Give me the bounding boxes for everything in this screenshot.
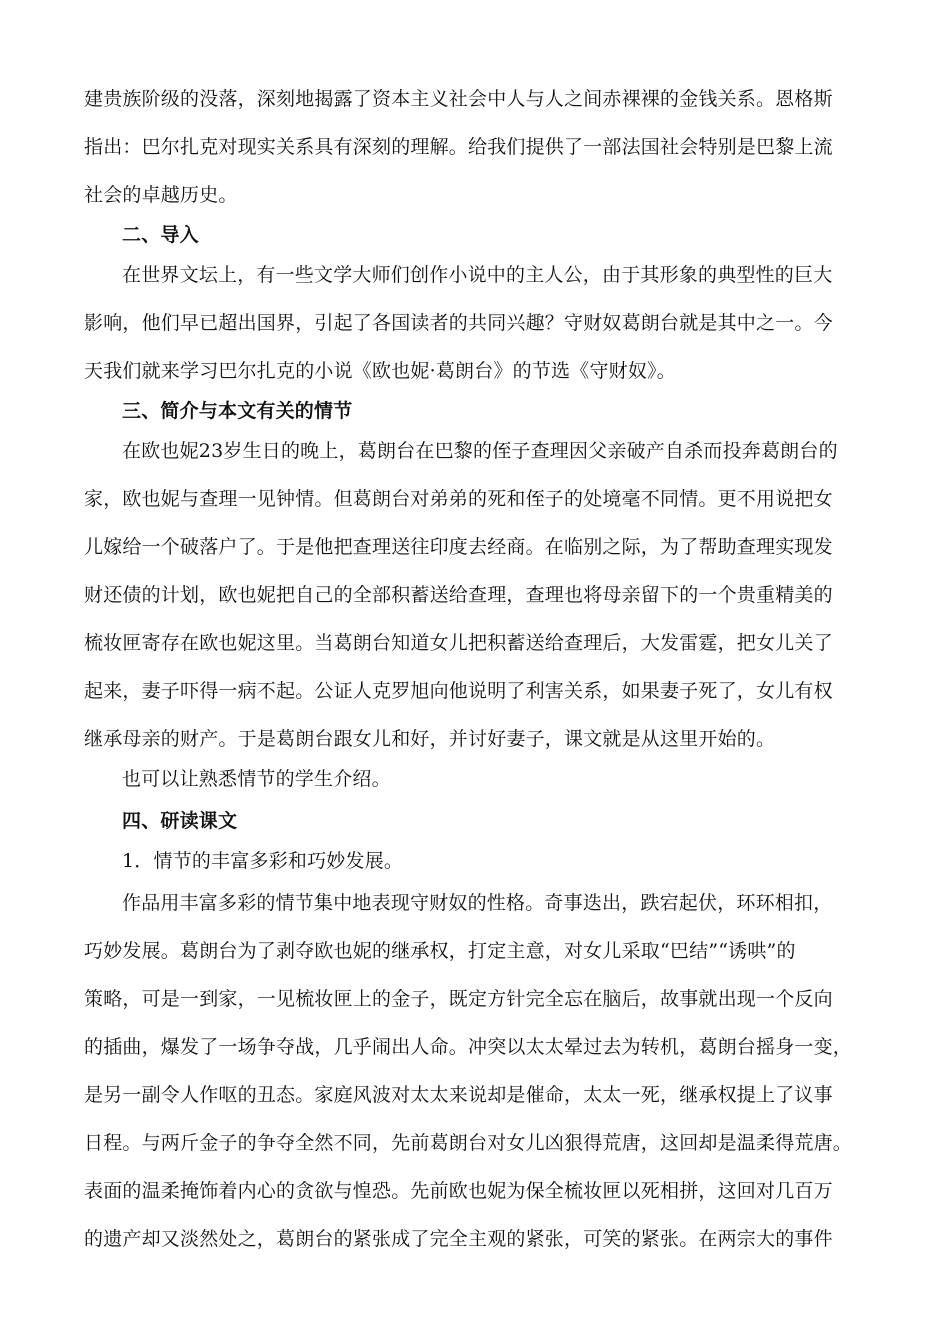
paragraph-line: 表面的温柔掩饰着内心的贪欲与惶恐。先前欧也妮为保全梳妆匣以死相拼，这回对几百万 <box>84 1180 833 1202</box>
section-heading: 三、简介与本文有关的情节 <box>122 400 353 422</box>
subsection-heading: 1．情节的丰富多彩和巧妙发展。 <box>122 850 404 872</box>
paragraph-line: 儿嫁给一个破落户了。于是他把查理送往印度去经商。在临别之际，为了帮助查理实现发 <box>84 536 833 558</box>
section-heading: 二、导入 <box>122 224 199 246</box>
paragraph-line: 建贵族阶级的没落，深刻地揭露了资本主义社会中人与人之间赤裸裸的金钱关系。恩格斯 <box>84 88 833 110</box>
paragraph-line: 指出：巴尔扎克对现实关系具有深刻的理解。给我们提供了一部法国社会特别是巴黎上流 <box>84 136 833 158</box>
paragraph-line: 的插曲，爆发了一场争夺战，几乎闹出人命。冲突以太太晕过去为转机，葛朗台摇身一变， <box>84 1036 853 1058</box>
paragraph-line: 是另一副令人作呕的丑态。家庭风波对太太来说却是催命，太太一死，继承权提上了议事 <box>84 1084 833 1106</box>
paragraph-line: 梳妆匣寄存在欧也妮这里。当葛朗台知道女儿把积蓄送给查理后，大发雷霆，把女儿关了 <box>84 632 833 654</box>
paragraph-line: 家，欧也妮与查理一见钟情。但葛朗台对弟弟的死和侄子的处境毫不同情。更不用说把女 <box>84 488 833 510</box>
paragraph-line: 财还债的计划，欧也妮把自己的全部积蓄送给查理，查理也将母亲留下的一个贵重精美的 <box>84 584 833 606</box>
section-heading: 四、研读课文 <box>122 810 238 832</box>
paragraph-line: 策略，可是一到家，一见梳妆匣上的金子，既定方针完全忘在脑后，故事就出现一个反向 <box>84 988 833 1010</box>
paragraph-line: 社会的卓越历史。 <box>84 184 238 206</box>
paragraph-line: 巧妙发展。葛朗台为了剥夺欧也妮的继承权，打定主意，对女儿采取“巴结”“诱哄”的 <box>84 940 796 962</box>
paragraph-line: 天我们就来学习巴尔扎克的小说《欧也妮·葛朗台》的节选《守财奴》。 <box>84 360 676 382</box>
paragraph-line: 也可以让熟悉情节的学生介绍。 <box>122 768 391 790</box>
paragraph-line: 日程。与两斤金子的争夺全然不同，先前葛朗台对女儿凶狠得荒唐，这回却是温柔得荒唐。 <box>84 1132 853 1154</box>
paragraph-line: 在欧也妮23岁生日的晚上，葛朗台在巴黎的侄子查理因父亲破产自杀而投奔葛朗台的 <box>122 440 838 462</box>
paragraph-line: 起来，妻子吓得一病不起。公证人克罗旭向他说明了利害关系，如果妻子死了，女儿有权 <box>84 680 833 702</box>
paragraph-line: 继承母亲的财产。于是葛朗台跟女儿和好，并讨好妻子，课文就是从这里开始的。 <box>84 728 776 750</box>
paragraph-line: 作品用丰富多彩的情节集中地表现守财奴的性格。奇事迭出，跌宕起伏，环环相扣， <box>122 892 833 914</box>
paragraph-line: 的遗产却又淡然处之，葛朗台的紧张成了完全主观的紧张，可笑的紧张。在两宗大的事件 <box>84 1228 833 1250</box>
paragraph-line: 影响，他们早已超出国界，引起了各国读者的共同兴趣？守财奴葛朗台就是其中之一。今 <box>84 312 833 334</box>
paragraph-line: 在世界文坛上，有一些文学大师们创作小说中的主人公，由于其形象的典型性的巨大 <box>122 264 833 286</box>
